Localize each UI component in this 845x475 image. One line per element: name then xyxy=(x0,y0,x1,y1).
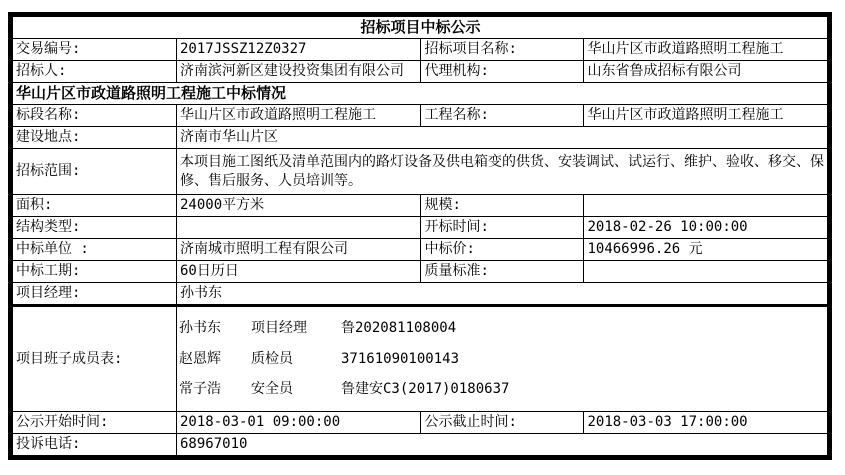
team-member-row xyxy=(179,350,827,369)
agency-label: 代理机构: xyxy=(421,61,584,83)
page-title: 招标项目中标公示 xyxy=(11,15,830,39)
table-row-structure xyxy=(11,217,830,239)
quality-label: 质量标准: xyxy=(421,261,584,283)
quality-value xyxy=(584,261,830,283)
area-value: 24000平方米 xyxy=(177,195,421,217)
scale-label: 规模: xyxy=(421,195,584,217)
table-row-section-name xyxy=(11,105,830,127)
table-row-tenderer xyxy=(11,61,830,83)
tenderer-label: 招标人: xyxy=(11,61,177,83)
bid-price-value: 10466996.26 元 xyxy=(584,239,830,261)
project-name-value: 华山片区市政道路照明工程施工 xyxy=(584,105,830,127)
complaint-phone-label: 投诉电话: xyxy=(11,434,177,458)
tender-project-label: 招标项目名称: xyxy=(421,39,584,61)
tenderer-value: 济南滨河新区建设投资集团有限公司 xyxy=(177,61,421,83)
complaint-phone-value: 68967010 xyxy=(177,434,830,458)
project-team-rows xyxy=(179,307,827,411)
table-row-area xyxy=(11,195,830,217)
publicity-start-label: 公示开始时间: xyxy=(11,412,177,434)
title-row xyxy=(11,15,830,39)
team-member-cert: 鲁202081108004 xyxy=(341,319,457,336)
team-member-name: 常子浩 xyxy=(179,381,221,398)
project-team-label: 项目班子成员表: xyxy=(11,306,177,412)
duration-value: 60日历日 xyxy=(177,261,421,283)
table-row-scope xyxy=(11,149,830,195)
table-row-duration xyxy=(11,261,830,283)
table-row-manager xyxy=(11,283,830,306)
location-value: 济南市华山片区 xyxy=(177,127,830,149)
manager-label: 项目经理: xyxy=(11,283,177,306)
publicity-end-label: 公示截止时间: xyxy=(421,412,584,434)
trade-no-label: 交易编号: xyxy=(11,39,177,61)
winner-label: 中标单位 : xyxy=(11,239,177,261)
duration-label: 中标工期: xyxy=(11,261,177,283)
structure-type-value xyxy=(177,217,421,239)
structure-type-label: 结构类型: xyxy=(11,217,177,239)
project-team-cell xyxy=(177,306,830,412)
team-member-role: 安全员 xyxy=(251,381,293,398)
scope-value: 本项目施工图纸及清单范围内的路灯设备及供电箱变的供货、安装调试、试运行、维护、验收、移交、保修、售后服务、人员培训等。 xyxy=(177,149,830,195)
scope-label: 招标范围: xyxy=(11,149,177,195)
team-member-row xyxy=(179,380,827,399)
area-label: 面积: xyxy=(11,195,177,217)
table-row-winner xyxy=(11,239,830,261)
team-member-row xyxy=(179,319,827,338)
scale-value xyxy=(584,195,830,217)
winner-value: 济南城市照明工程有限公司 xyxy=(177,239,421,261)
team-member-name: 孙书东 xyxy=(179,319,221,336)
team-member-role: 项目经理 xyxy=(251,319,307,336)
bid-announcement-table xyxy=(8,12,832,460)
table-row-location xyxy=(11,127,830,149)
team-member-cert: 鲁建安C3(2017)0180637 xyxy=(341,381,510,398)
table-row-trade-no xyxy=(11,39,830,61)
team-member-cert: 37161090100143 xyxy=(341,350,460,367)
tender-project-value: 华山片区市政道路照明工程施工 xyxy=(584,39,830,61)
bid-open-time-value: 2018-02-26 10:00:00 xyxy=(584,217,830,239)
section-header-row xyxy=(11,83,830,105)
agency-value: 山东省鲁成招标有限公司 xyxy=(584,61,830,83)
publicity-end-value: 2018-03-03 17:00:00 xyxy=(584,412,830,434)
section-name-label: 标段名称: xyxy=(11,105,177,127)
section-header: 华山片区市政道路照明工程施工中标情况 xyxy=(11,83,830,105)
team-member-name: 赵恩辉 xyxy=(179,350,221,367)
manager-value: 孙书东 xyxy=(177,283,830,306)
project-name-label: 工程名称: xyxy=(421,105,584,127)
table-row-project-team xyxy=(11,306,830,412)
section-name-value: 华山片区市政道路照明工程施工 xyxy=(177,105,421,127)
team-member-role: 质检员 xyxy=(251,350,293,367)
bid-open-time-label: 开标时间: xyxy=(421,217,584,239)
table-row-publicity xyxy=(11,412,830,434)
table-row-phone xyxy=(11,434,830,458)
location-label: 建设地点: xyxy=(11,127,177,149)
bid-price-label: 中标价: xyxy=(421,239,584,261)
publicity-start-value: 2018-03-01 09:00:00 xyxy=(177,412,421,434)
bid-announcement-document xyxy=(8,12,832,460)
trade-no-value: 2017JSSZ12Z0327 xyxy=(177,39,421,61)
